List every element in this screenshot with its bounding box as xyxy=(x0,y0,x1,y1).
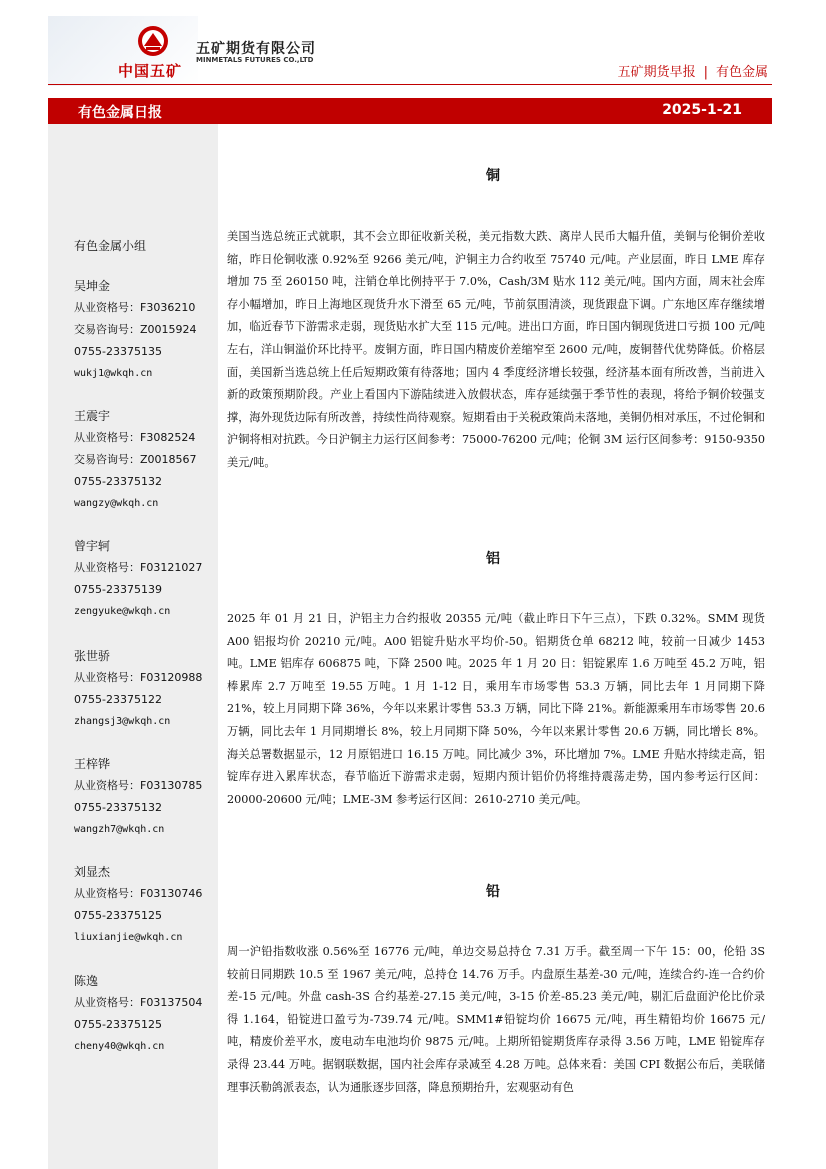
analyst-name: 王梓铧 xyxy=(74,757,111,771)
analyst-card xyxy=(74,535,224,623)
section-title-aluminum: 铝 xyxy=(486,551,500,567)
analyst-license: 从业资格号：F3036210 xyxy=(74,301,196,314)
logo-text: 中国五矿 xyxy=(118,62,183,80)
analyst-card xyxy=(74,861,224,949)
section-body-copper: 美国当选总统正式就职，其不会立即征收新关税，美元指数大跌、离岸人民币大幅升值，美铜与伦铜价差收缩，昨日伦铜收涨 0.92%至 9266 美元/吨，沪铜主力合约收至 75740 元/吨。产业层面，昨日 LME 库存增加 75 至 260150 吨，注销仓单比例持平于 7.0%，Cash/3M 贴水 112 美元/吨。国内方面，周末社会库存小幅增加，昨日上海地区现货升水下滑至 65 元/吨，节前氛围清淡，现货跟盘下调。广东地区库存继续增加，临近春节下游需求走弱，现货贴水扩大至 115 元/吨。进出口方面，昨日国内铜现货进口亏损 100 元/吨左右，洋山铜溢价环比持平。废铜方面，昨日国内精废价差缩窄至 2600 元/吨，废铜替代优势降低。价格层面，美国新当选总统上任后短期政策有待落地；国内 4 季度经济增长较强，经济基本面有所改善，当前进入新的政策预期阶段。产业上看国内下游陆续进入放假状态，库存延续强于季节性的表现，将给予铜价较强支撑，海外现货边际有所改善，持续性尚待观察。短期看由于关税政策尚未落地，美铜仍相对承压，不过伦铜和沪铜将相对抗跌。今日沪铜主力运行区间参考：75000-76200 元/吨；伦铜 3M 运行区间参考：9150-9350 美元/吨。 xyxy=(227,230,765,469)
page-header xyxy=(0,0,826,96)
analyst-name: 刘显杰 xyxy=(74,865,111,879)
team-label: 有色金属小组 xyxy=(74,239,147,253)
analyst-name: 陈逸 xyxy=(74,974,99,988)
analyst-email[interactable]: cheny40@wkqh.cn xyxy=(74,1041,165,1052)
analyst-license: 从业资格号：F03130785 xyxy=(74,779,203,792)
analyst-email[interactable]: zengyuke@wkqh.cn xyxy=(74,606,171,617)
section-body-lead: 周一沪铅指数收涨 0.56%至 16776 元/吨，单边交易总持仓 7.31 万手。截至周一下午 15：00，伦铅 3S 较前日同期跌 10.5 至 1967 美元/吨，总持仓 14.76 万手。内盘原生基差-30 元/吨，连续合约-连一合约价差-15 元/吨。外盘 cash-3S 合约基差-27.15 美元/吨，3-15 价差-85.23 美元/吨，剔汇后盘面沪伦比价录得 1.164，铅锭进口盈亏为-739.74 元/吨。SMM1#铅锭均价 16675 元/吨，再生精铅均价 16675 元/吨，精废价差平水，废电动车电池均价 9875 元/吨。上期所铅锭期货库存录得 3.56 万吨，LME 铅锭库存录得 23.44 万吨。据钢联数据，国内社会库存录减至 4.28 万吨。总体来看：美国 CPI 数据公布后，美联储理事沃勒鸽派表态，认为通胀逐步回落，降息预期抬升，宏观驱动有色 xyxy=(227,945,765,1094)
section-title-lead: 铅 xyxy=(486,884,500,900)
analyst-consult-id: 交易咨询号：Z0015924 xyxy=(74,323,197,336)
company-name-cn: 五矿期货有限公司 xyxy=(196,41,316,57)
analyst-name: 王震宇 xyxy=(74,409,111,423)
analyst-email[interactable]: wangzy@wkqh.cn xyxy=(74,498,159,509)
analyst-email[interactable]: wangzh7@wkqh.cn xyxy=(74,824,165,835)
analyst-card xyxy=(74,970,224,1058)
banner-date: 2025-1-21 xyxy=(662,102,742,118)
section-body-aluminum: 2025 年 01 月 21 日，沪铝主力合约报收 20355 元/吨（截止昨日下午三点），下跌 0.32%。SMM 现货 A00 铝报均价 20210 元/吨。A00 铝锭升贴水平均价-50。铝期货仓单 68212 吨，较前一日减少 1453 吨。LME 铝库存 606875 吨，下降 2500 吨。2025 年 1 月 20 日：铝锭累库 1.6 万吨至 45.2 万吨，铝棒累库 2.7 万吨至 19.55 万吨。1 月 1-12 日，乘用车市场零售 53.3 万辆，同比去年 1 月同期下降 21%，较上月同期下降 36%，今年以来累计零售 53.3 万辆，同比下降 21%。新能源乘用车市场零售 20.6 万辆，同比去年 1 月同期增长 8%，较上月同期下降 50%，今年以来累计零售 20.6 万辆，同比增长 8%。海关总署数据显示，12 月原铝进口 16.15 万吨。同比减少 3%，环比增加 7%。LME 升贴水持续走高，铝锭库存进入累库状态，春节临近下游需求走弱，短期内预计铝价仍将维持震荡走势，国内参考运行区间：20000-20600 元/吨；LME-3M 参考运行区间：2610-2710 美元/吨。 xyxy=(227,612,765,806)
analyst-email[interactable]: liuxianjie@wkqh.cn xyxy=(74,932,183,943)
analyst-name: 吴坤金 xyxy=(74,279,111,293)
analyst-phone: 0755-23375125 xyxy=(74,1018,162,1031)
company-name-en: MINMETALS FUTURES CO.,LTD xyxy=(196,56,314,64)
title-banner xyxy=(48,98,772,124)
banner-title: 有色金属日报 xyxy=(78,105,162,121)
analyst-card xyxy=(74,645,224,733)
analyst-name: 曾宇轲 xyxy=(74,539,111,553)
analyst-phone: 0755-23375135 xyxy=(74,345,162,358)
analyst-license: 从业资格号：F3082524 xyxy=(74,431,196,444)
analyst-license: 从业资格号：F03121027 xyxy=(74,561,203,574)
analyst-email[interactable]: zhangsj3@wkqh.cn xyxy=(74,716,171,727)
section-title-copper: 铜 xyxy=(486,168,500,184)
analyst-license: 从业资格号：F03120988 xyxy=(74,671,203,684)
analyst-phone: 0755-23375139 xyxy=(74,583,162,596)
minmetals-logo-icon xyxy=(136,24,170,58)
analyst-email[interactable]: wukj1@wkqh.cn xyxy=(74,368,153,379)
report-label xyxy=(618,61,768,80)
analyst-consult-id: 交易咨询号：Z0018567 xyxy=(74,453,197,466)
analyst-license: 从业资格号：F03137504 xyxy=(74,996,203,1009)
analyst-card xyxy=(74,405,224,515)
analyst-phone: 0755-23375132 xyxy=(74,801,162,814)
analyst-phone: 0755-23375125 xyxy=(74,909,162,922)
analyst-name: 张世骄 xyxy=(74,649,111,663)
header-separator: | xyxy=(703,65,708,80)
analyst-card xyxy=(74,753,224,841)
analyst-phone: 0755-23375132 xyxy=(74,475,162,488)
header-divider xyxy=(48,84,772,85)
analyst-card xyxy=(74,275,224,385)
analyst-phone: 0755-23375122 xyxy=(74,693,162,706)
report-type: 五矿期货早报 xyxy=(617,65,696,80)
report-category: 有色金属 xyxy=(715,65,768,80)
analyst-license: 从业资格号：F03130746 xyxy=(74,887,203,900)
